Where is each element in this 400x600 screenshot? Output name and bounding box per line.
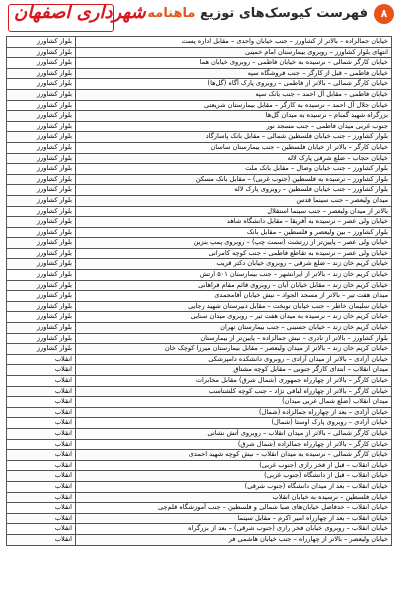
kiosk-table-body — [7, 37, 392, 546]
kiosk-address: انتهای بلوار کشاورز – روبروی بیمارستان امام خمینی — [76, 47, 392, 58]
kiosk-address: خیابان آزادی – بالاتر از میدان آزادی – روبروی دانشکده دامپزشکی — [76, 354, 392, 365]
kiosk-area: انقلاب — [7, 397, 76, 408]
table-row — [7, 354, 392, 365]
kiosk-area: بلوار کشاورز — [7, 217, 76, 228]
kiosk-area: بلوار کشاورز — [7, 312, 76, 323]
table-row — [7, 439, 392, 450]
kiosk-address: خیابان ولی عصر – پایین‌تر از زرتشت (سمت چپ) – روبروی پمپ بنزین — [76, 238, 392, 249]
kiosk-address: بلوار کشاورز – نرسیده به فلسطین (جنوب غربی) – مقابل بانک مسکن — [76, 174, 392, 185]
kiosk-address: میدان انقلاب – ابتدای کارگر جنوبی – مقابل کوچه مشتاق — [76, 365, 392, 376]
kiosk-area: بلوار کشاورز — [7, 206, 76, 217]
kiosk-area: بلوار کشاورز — [7, 111, 76, 122]
page-header — [0, 0, 400, 36]
kiosk-area: بلوار کشاورز — [7, 89, 76, 100]
kiosk-area: انقلاب — [7, 534, 76, 545]
table-row — [7, 270, 392, 281]
table-row — [7, 428, 392, 439]
kiosk-address: خیابان فاطمی – قبل از کارگر – جنب فروشگاه سپه — [76, 68, 392, 79]
page-title — [147, 6, 368, 21]
table-row — [7, 450, 392, 461]
kiosk-address: خیابان کارگر – بالاتر از چهارراه جمالزاده (شمال شرق) — [76, 439, 392, 450]
table-row — [7, 58, 392, 69]
kiosk-area: بلوار کشاورز — [7, 132, 76, 143]
table-row — [7, 206, 392, 217]
table-row — [7, 534, 392, 545]
kiosk-area: انقلاب — [7, 481, 76, 492]
kiosk-address: خیابان انقلاب – بعد از چهارراه امیر اکرم – مقابل سینما — [76, 513, 392, 524]
table-row — [7, 481, 392, 492]
kiosk-address: خیابان فلسطین – نرسیده به خیابان انقلاب — [76, 492, 392, 503]
table-row — [7, 111, 392, 122]
table-row — [7, 344, 392, 355]
kiosk-table — [6, 36, 392, 546]
table-row — [7, 397, 392, 408]
kiosk-area: انقلاب — [7, 503, 76, 514]
kiosk-area: انقلاب — [7, 524, 76, 535]
kiosk-address: جنوب غربی میدان فاطمی – جنب مسجد نور — [76, 121, 392, 132]
table-row — [7, 142, 392, 153]
kiosk-area: بلوار کشاورز — [7, 37, 76, 48]
kiosk-address: بلوار کشاورز – بین ولیعصر و فلسطین – مقابل بانک — [76, 227, 392, 238]
table-row — [7, 217, 392, 228]
kiosk-area: انقلاب — [7, 471, 76, 482]
kiosk-area: بلوار کشاورز — [7, 153, 76, 164]
kiosk-address: خیابان کریم خان زند – بالاتر از میدان ولیعصر – مقابل بیمارستان میرزا کوچک خان — [76, 344, 392, 355]
table-row — [7, 248, 392, 259]
kiosk-address: خیابان کریم خان زند – مقابل خیابان آبان – روبروی قائم مقام فراهانی — [76, 280, 392, 291]
kiosk-address: بلوار کشاورز – جنب خیابان فلسطین شمالی – مقابل بانک پاسارگاد — [76, 132, 392, 143]
kiosk-address: خیابان ولیعصر – بالاتر از چهارراه – جنب خیابان هاشمی فر — [76, 534, 392, 545]
kiosk-area: بلوار کشاورز — [7, 174, 76, 185]
kiosk-area: انقلاب — [7, 365, 76, 376]
kiosk-address: خیابان انقلاب – حدفاصل خیابان‌های صبا شمالی و فلسطین – جنب آموزشگاه قلم‌چی — [76, 503, 392, 514]
table-row — [7, 37, 392, 48]
kiosk-area: بلوار کشاورز — [7, 100, 76, 111]
kiosk-address: بلوار کشاورز – بالاتر از نادری – نبش جمالزاده – پایین‌تر از بیمارستان — [76, 333, 392, 344]
magazine-logo: شهرداری اصفهان — [14, 2, 146, 23]
kiosk-area: انقلاب — [7, 439, 76, 450]
table-row — [7, 259, 392, 270]
kiosk-area: انقلاب — [7, 428, 76, 439]
kiosk-address: خیابان جلال آل احمد – نرسیده به کارگر – مقابل بیمارستان شریعتی — [76, 100, 392, 111]
kiosk-area: بلوار کشاورز — [7, 280, 76, 291]
table-row — [7, 174, 392, 185]
kiosk-area: بلوار کشاورز — [7, 301, 76, 312]
table-row — [7, 471, 392, 482]
kiosk-address: خیابان فاطمی – مقابل آل احمد – جنب بانک سپه — [76, 89, 392, 100]
kiosk-address: خیابان ولی عصر – نرسیده به تقاطع فاطمی – جنب کوچه کامرانی — [76, 248, 392, 259]
kiosk-area: انقلاب — [7, 450, 76, 461]
table-row — [7, 365, 392, 376]
kiosk-address: خیابان انقلاب – قبل از دانشگاه (جنوب غربی) — [76, 471, 392, 482]
table-row — [7, 185, 392, 196]
kiosk-address: خیابان کریم خان زند – بالاتر از ایرانشهر – جنب بیمارستان ۵۰۱ ارتش — [76, 270, 392, 281]
kiosk-area: انقلاب — [7, 460, 76, 471]
kiosk-area: بلوار کشاورز — [7, 248, 76, 259]
kiosk-address: میدان ولیعصر – جنب سینما قدس — [76, 195, 392, 206]
table-row — [7, 386, 392, 397]
table-row — [7, 280, 392, 291]
table-row — [7, 153, 392, 164]
kiosk-address: خیابان ولی عصر – نرسیده به آفریقا – مقابل دانشگاه شاهد — [76, 217, 392, 228]
table-row — [7, 524, 392, 535]
kiosk-area: انقلاب — [7, 407, 76, 418]
table-row — [7, 333, 392, 344]
kiosk-address: خیابان کریم خان زند – نرسیده به میدان هفت تیر – روبروی میدان سنایی — [76, 312, 392, 323]
kiosk-address: خیابان کارگر – بالاتر از چهارراه جمهوری (شمال شرق) مقابل مخابرات — [76, 376, 392, 387]
table-row — [7, 492, 392, 503]
kiosk-address: بلوار کشاورز – جنب خیابان فلسطین – روبروی پارک لاله — [76, 185, 392, 196]
table-row — [7, 100, 392, 111]
kiosk-address: خیابان کارگر شمالی – بالاتر از میدان انقلاب – روبروی آتش نشانی — [76, 428, 392, 439]
kiosk-area: بلوار کشاورز — [7, 333, 76, 344]
kiosk-area: بلوار کشاورز — [7, 142, 76, 153]
kiosk-area: بلوار کشاورز — [7, 47, 76, 58]
kiosk-address: بالاتر از میدان ولیعصر – جنب سینما استقلال — [76, 206, 392, 217]
kiosk-area: بلوار کشاورز — [7, 270, 76, 281]
kiosk-address: خیابان کریم خان زند – ضلع شرقی – روبروی خیابان دکتر قریب — [76, 259, 392, 270]
table-row — [7, 227, 392, 238]
table-row — [7, 238, 392, 249]
kiosk-area: بلوار کشاورز — [7, 185, 76, 196]
table-row — [7, 418, 392, 429]
kiosk-address: خیابان آزادی – روبروی پارک اوستا (شمال) — [76, 418, 392, 429]
kiosk-area: بلوار کشاورز — [7, 121, 76, 132]
kiosk-address: خیابان کارگر شمالی – بالاتر از فاطمی – روبروی پارک آگاه (گل‌ها) — [76, 79, 392, 90]
kiosk-address: بزرگراه شهید گمنام – نرسیده به میدان گل‌ها — [76, 111, 392, 122]
kiosk-area: انقلاب — [7, 354, 76, 365]
kiosk-area: بلوار کشاورز — [7, 227, 76, 238]
table-row — [7, 291, 392, 302]
table-row — [7, 312, 392, 323]
kiosk-area: بلوار کشاورز — [7, 164, 76, 175]
kiosk-address: خیابان کارگر شمالی – نرسیده به خیابان فاطمی – روبروی خیابان هما — [76, 58, 392, 69]
table-row — [7, 460, 392, 471]
kiosk-address: خیابان جمالزاده – بالاتر از کشاورز – جنب خیابان واحدی – مقابل اداره پست — [76, 37, 392, 48]
table-row — [7, 47, 392, 58]
kiosk-address: بلوار کشاورز – جنب خیابان وصال – مقابل بانک ملت — [76, 164, 392, 175]
kiosk-address: خیابان سلیمان خاطر – جنب خیابان نوبخت – مقابل دبیرستان شهید رجایی — [76, 301, 392, 312]
table-row — [7, 68, 392, 79]
kiosk-area: بلوار کشاورز — [7, 323, 76, 334]
kiosk-address: خیابان انقلاب – روبروی خیابان فخر رازی (جنوب شرقی) – بعد از بزرگراه — [76, 524, 392, 535]
kiosk-area: بلوار کشاورز — [7, 238, 76, 249]
kiosk-address: خیابان آزادی – بعد از چهارراه جمالزاده (شمال) — [76, 407, 392, 418]
kiosk-area: بلوار کشاورز — [7, 291, 76, 302]
title-prefix: فهرست کیوسک‌های توزیع — [200, 6, 368, 21]
kiosk-area: انقلاب — [7, 386, 76, 397]
kiosk-area: بلوار کشاورز — [7, 79, 76, 90]
kiosk-address: خیابان حجاب – ضلع شرقی پارک لاله — [76, 153, 392, 164]
table-row — [7, 407, 392, 418]
kiosk-area: بلوار کشاورز — [7, 195, 76, 206]
kiosk-address: میدان هفت تیر – بالاتر از مسجد الجواد – نبش خیابان آقامحمدی — [76, 291, 392, 302]
table-row — [7, 513, 392, 524]
table-row — [7, 79, 392, 90]
table-row — [7, 323, 392, 334]
kiosk-area: انقلاب — [7, 418, 76, 429]
kiosk-address: خیابان انقلاب – قبل از فخر رازی (جنوب غربی) — [76, 460, 392, 471]
kiosk-address: خیابان انقلاب – بعد از میدان دانشگاه (جنوب شرقی) — [76, 481, 392, 492]
table-row — [7, 164, 392, 175]
kiosk-area: انقلاب — [7, 513, 76, 524]
kiosk-area: انقلاب — [7, 492, 76, 503]
table-row — [7, 121, 392, 132]
kiosk-address: خیابان کارگر – بالاتر از خیابان فلسطین – جنب بیمارستان ساسان — [76, 142, 392, 153]
page-number-badge: ۸ — [374, 4, 394, 24]
kiosk-address: خیابان کریم خان زند – خیابان حسینی – جنب بیمارستان تهران — [76, 323, 392, 334]
table-row — [7, 503, 392, 514]
table-row — [7, 132, 392, 143]
table-row — [7, 89, 392, 100]
kiosk-address: خیابان کارگر شمالی – نرسیده به میدان انقلاب – نبش کوچه شهید احمدی — [76, 450, 392, 461]
table-row — [7, 301, 392, 312]
table-row — [7, 376, 392, 387]
kiosk-area: بلوار کشاورز — [7, 68, 76, 79]
table-row — [7, 195, 392, 206]
kiosk-address: خیابان کارگر – بالاتر از چهارراه لبافی نژاد – جنب کوچه کلشتاسب — [76, 386, 392, 397]
kiosk-area: انقلاب — [7, 376, 76, 387]
title-accent: ماهنامه — [147, 6, 196, 21]
kiosk-address: میدان انقلاب (ضلع شمال غربی میدان) — [76, 397, 392, 408]
kiosk-area: بلوار کشاورز — [7, 58, 76, 69]
kiosk-area: بلوار کشاورز — [7, 259, 76, 270]
kiosk-area: بلوار کشاورز — [7, 344, 76, 355]
